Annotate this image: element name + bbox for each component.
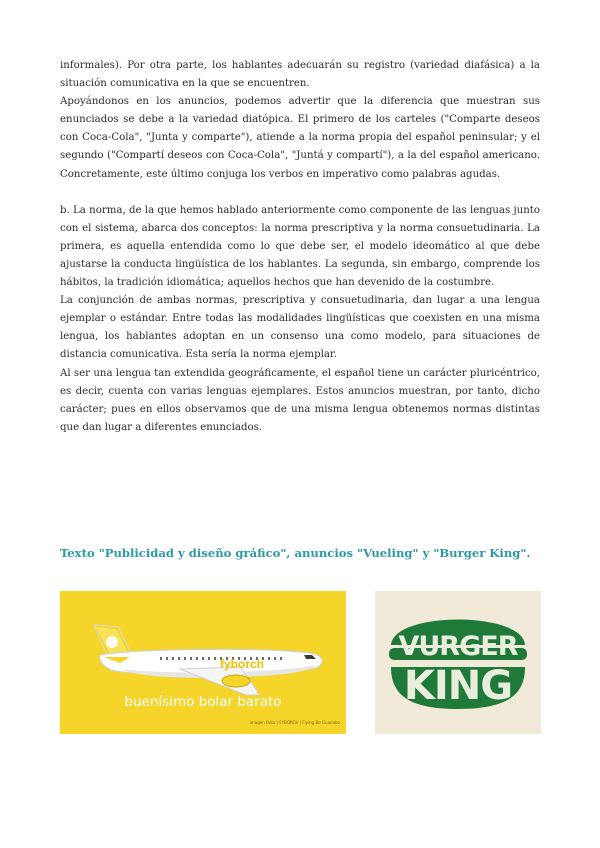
paragraph: b. La norma, de la que hemos hablado anteriormente como componente de las lenguas junto con el sistema, abarca dos conceptos: la norma prescriptiva y la norma consuetudinaria. La primera, es aquella entendida como lo que debe ser, el modelo ideomático al que debe ajustarse la conducta lingüística de los hablantes. La segunda, sin embargo, comprende los hábitos, la tradición idiomática; aquellos hechos que han devenido de la costumbre. <box>60 204 540 289</box>
body-text <box>60 57 540 437</box>
vueling-credit: imagen falsa | FYBORCH | Flying Bo Guanabo <box>249 720 340 725</box>
paragraph: La conjunción de ambas normas, prescriptiva y consuetudinaria, dan lugar a una lengua ejemplar o estándar. Entre todas las modalidades lingüísticas que coexisten en una misma lengua, los hablantes adoptan en un consenso una como modelo, para situaciones de distancia comunicativa. Esta sería la norma ejemplar. <box>60 295 540 361</box>
section-heading: Texto "Publicidad y diseño gráfico", anuncios "Vueling" y "Burger King". <box>60 546 531 560</box>
burger-king-ad-image <box>375 591 541 734</box>
bk-line1: VURGER <box>398 631 518 662</box>
paragraph: Al ser una lengua tan extendida geográficamente, el español tiene un carácter pluricéntrico, es decir, cuenta con varias lenguas ejemplares. Estos anuncios muestran, por tanto, dicho carácter; pues en ellos observamos que de una misma lengua obtenemos normas distintas que dan lugar a diferentes enunciados. <box>60 367 540 433</box>
vueling-ad-image <box>60 591 346 734</box>
vueling-caption: buenísimo bolar barato <box>124 694 282 710</box>
plane-livery-text: fyborch <box>220 657 265 671</box>
paragraph: Apoyándonos en los anuncios, podemos advertir que la diferencia que muestran sus enunciados se debe a la variedad diatópica. El primero de los carteles ("Comparte deseos con Coca-Cola", "Junta y comparte"), atiende a la norma propia del español peninsular; y el segundo ("Compartí deseos con Coca-Cola", "Juntá y compartí"), a la del español americano. Concretamente, este último conjuga los verbos en imperativo como palabras agudas. <box>60 96 540 180</box>
airplane-illustration <box>60 591 346 734</box>
paragraph: informales). Por otra parte, los hablantes adecuarán su registro (variedad diafásica) a la situación comunicativa en la que se encuentren. <box>60 60 540 90</box>
bk-line2: KING <box>403 663 513 709</box>
